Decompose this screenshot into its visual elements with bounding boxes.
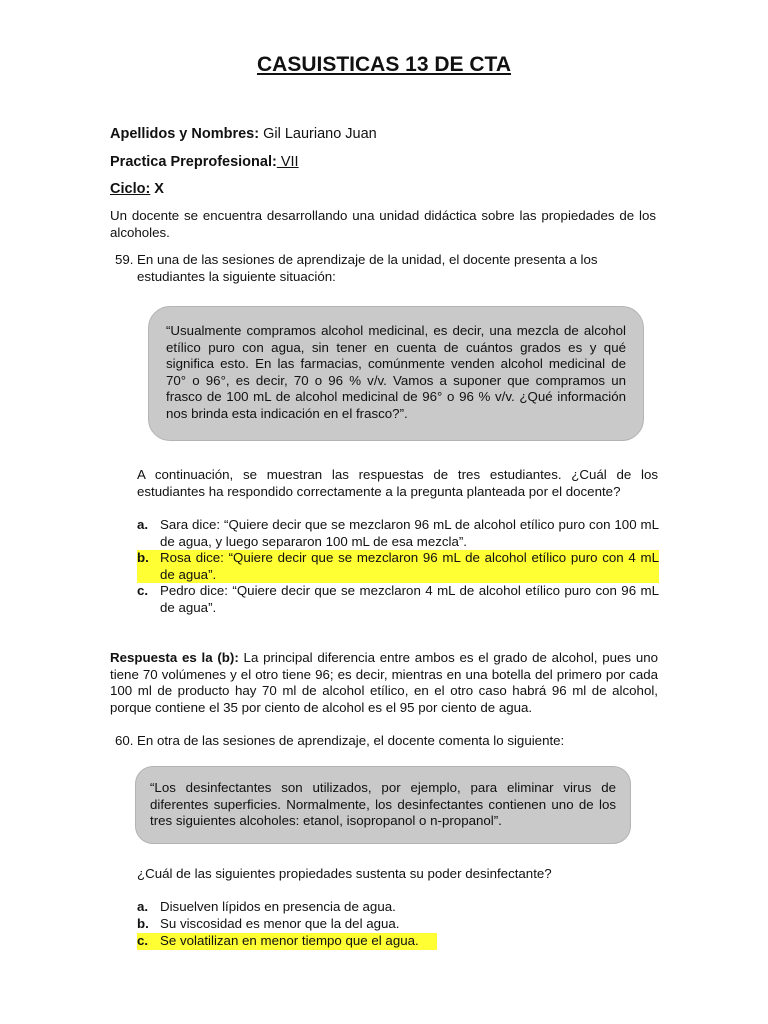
name-label: Apellidos y Nombres: bbox=[110, 126, 260, 142]
option-letter: a. bbox=[137, 899, 149, 914]
option-59-b bbox=[137, 550, 659, 583]
quote-box-59 bbox=[148, 306, 644, 441]
option-59-a bbox=[137, 517, 659, 550]
question-59-prompt: A continuación, se muestran las respuestas de tres estudiantes. ¿Cuál de los estudiantes ha respondido correctamente a la pregunta planteada por el docente? bbox=[137, 467, 658, 499]
option-60-c bbox=[137, 933, 437, 950]
question-59-text: En una de las sesiones de aprendizaje de la unidad, el docente presenta a los estudiantes la siguiente situación: bbox=[137, 252, 598, 284]
practice-field bbox=[110, 153, 299, 171]
answer-text: La principal diferencia entre ambos es el grado de alcohol, pues uno tiene 70 volúmenes y el otro tiene 96; es decir, mientras en una botella del primero por cada 100 ml de producto hay 70 ml de alcohol etílico, en el otro caso habrá 96 ml de alcohol, porque contiene el 35 por ciento de alcohol es el 95 por ciento de agua. bbox=[110, 650, 659, 715]
question-60-prompt: ¿Cuál de las siguientes propiedades sustenta su poder desinfectante? bbox=[137, 866, 552, 881]
name-field bbox=[110, 125, 377, 143]
question-59-number: 59. bbox=[115, 252, 134, 267]
question-60-text: En otra de las sesiones de aprendizaje, el docente comenta lo siguiente: bbox=[137, 733, 565, 748]
quote-box-60 bbox=[135, 766, 631, 844]
option-letter: b. bbox=[137, 916, 149, 931]
option-59-c bbox=[137, 583, 659, 616]
option-text: Rosa dice: “Quiere decir que se mezclaron 96 mL de alcohol etílico puro con 4 mL de agua”. bbox=[160, 550, 659, 582]
option-letter: b. bbox=[137, 550, 149, 565]
name-value: Gil Lauriano Juan bbox=[259, 126, 377, 142]
question-60-number: 60. bbox=[115, 733, 134, 748]
practice-value: VII bbox=[276, 154, 299, 170]
intro-paragraph: Un docente se encuentra desarrollando una unidad didáctica sobre las propiedades de los alcoholes. bbox=[110, 208, 656, 240]
option-text: Pedro dice: “Quiere decir que se mezclaron 4 mL de alcohol etílico puro con 96 mL de agua”. bbox=[160, 583, 659, 615]
cycle-field bbox=[110, 180, 164, 198]
cycle-label: Ciclo: bbox=[110, 181, 151, 197]
quote-60: “Los desinfectantes son utilizados, por ejemplo, para eliminar virus de diferentes superficies. Normalmente, los desinfectantes contienen uno de los tres siguientes alcoholes: etanol, isopropanol o n-propanol”. bbox=[150, 780, 616, 828]
option-60-b bbox=[137, 916, 400, 933]
document-title: CASUISTICAS 13 DE CTA bbox=[257, 53, 511, 76]
practice-label: Practica Preprofesional: bbox=[110, 154, 277, 170]
option-60-a bbox=[137, 899, 396, 916]
option-text: Sara dice: “Quiere decir que se mezclaron 96 mL de alcohol etílico puro con 100 mL de agua, y luego separaron 100 mL de esa mezcla”. bbox=[160, 517, 659, 549]
option-text: Disuelven lípidos en presencia de agua. bbox=[160, 899, 396, 914]
option-letter: a. bbox=[137, 517, 149, 532]
option-letter: c. bbox=[137, 933, 149, 948]
option-letter: c. bbox=[137, 583, 149, 598]
option-text: Se volatilizan en menor tiempo que el agua. bbox=[160, 933, 419, 948]
option-text: Su viscosidad es menor que la del agua. bbox=[160, 916, 400, 931]
answer-59-paragraph bbox=[110, 650, 658, 716]
cycle-value: X bbox=[150, 181, 164, 197]
quote-59: “Usualmente compramos alcohol medicinal, es decir, una mezcla de alcohol etílico puro con agua, sin tener en cuenta de cuántos grados es y qué significa esto. En las farmacias, comúnmente venden alcohol medicinal de 70° o 96°, es decir, 70 o 96 % v/v. Vamos a suponer que compramos un frasco de 100 mL de alcohol medicinal de 96° o 96 % v/v. ¿Qué información nos brinda esta indicación en el frasco?”. bbox=[166, 323, 626, 421]
answer-label: Respuesta es la (b): bbox=[110, 650, 239, 665]
